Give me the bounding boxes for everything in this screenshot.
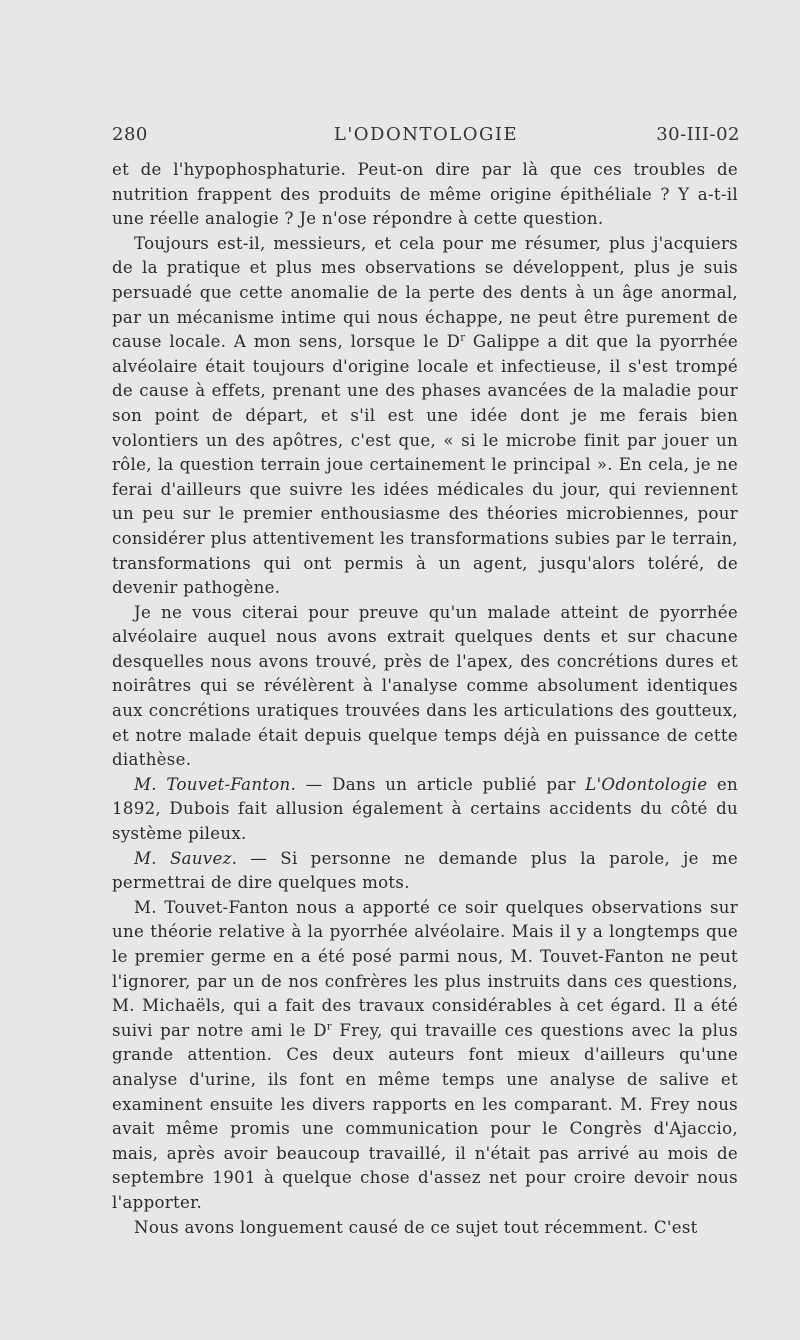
paragraph-4 bbox=[112, 773, 738, 847]
paragraph-7 bbox=[112, 1216, 738, 1241]
paragraph-text: et de l'hypophosphaturie. Peut-on dire par là que ces troubles de nutrition frappent des produits de même origine épithéliale ? Y a-t-il une réelle analogie ? Je n'ose répondre à cette question. bbox=[112, 160, 738, 229]
article-body bbox=[112, 158, 738, 1240]
page-number: 280 bbox=[112, 124, 148, 145]
paragraph-1 bbox=[112, 158, 738, 232]
paragraph-5 bbox=[112, 847, 738, 896]
paragraph-3 bbox=[112, 601, 738, 773]
paragraph-text: Nous avons longuement causé de ce sujet tout récemment. C'est bbox=[134, 1217, 698, 1237]
paragraph-text-part-b: Frey, qui travaille ces questions avec la plus grande attention. Ces deux auteurs font mieux d'ailleurs qu'une analyse d'urine, ils font en même temps une analyse de salive et examinent ensuite les divers rapports en les comparant. M. Frey nous avait même promis une communication pour le Congrès d'Ajaccio, mais, après avoir beaucoup travaillé, il n'était pas arrivé au mois de septembre 1901 à quelque chose d'assez net pour croire devoir nous l'apporter. bbox=[112, 1020, 738, 1212]
paragraph-text-part-a: M. Touvet-Fanton nous a apporté ce soir quelques observations sur une théorie relative à la pyorrhée alvéolaire. Mais il y a longtemps que le premier germe en a été posé parmi nous, M. Touvet-Fanton ne peut l'ignorer, par un de nos confrères les plus instruits dans ces questions, M. Michaëls, qui a fait des travaux considérables à cet égard. Il a été suivi par notre ami le D bbox=[112, 897, 738, 1040]
doctor-superscript: r bbox=[326, 1021, 332, 1033]
paragraph-text-part-b: Galippe a dit que la pyorrhée alvéolaire était toujours d'origine locale et infectieuse, il s'est trompé de cause à effets, prenant une des phases avancées de la maladie pour son point de départ, et s'il est une idée dont je me ferais bien volontiers un des apôtres, c'est que, « si le microbe finit par jouer un rôle, la question terrain joue certainement le principal ». En cela, je ne ferai d'ailleurs que suivre les idées médicales du jour, qui reviennent un peu sur le premier enthousiasme des théories microbiennes, pour considérer plus attentivement les transformations subies par le terrain, transformations qui ont permis à un agent, jusqu'alors toléré, de devenir pathogène. bbox=[112, 332, 738, 598]
issue-date: 30-III-02 bbox=[656, 124, 740, 145]
paragraph-6 bbox=[112, 896, 738, 1216]
paragraph-text: Je ne vous citerai pour preuve qu'un malade atteint de pyorrhée alvéolaire auquel nous avons extrait quelques dents et sur chacune desquelles nous avons trouvé, près de l'apex, des concrétions dures et noirâtres qui se révélèrent à l'analyse comme absolument identiques aux concrétions uratiques trouvées dans les articulations des goutteux, et notre malade était depuis quelque temps déjà en puissance de cette diathèse. bbox=[112, 602, 738, 770]
running-header bbox=[112, 122, 740, 148]
paragraph-2 bbox=[112, 232, 738, 601]
journal-reference: L'Odontologie bbox=[585, 774, 708, 794]
speaker-name: M. Touvet-Fanton. bbox=[134, 774, 297, 794]
paragraph-text: — Si personne ne demande plus la parole, je me permettrai de dire quelques mots. bbox=[112, 848, 738, 893]
paragraph-text-part-b: en 1892, Dubois fait allusion également à certains accidents du côté du système pileux. bbox=[112, 774, 738, 844]
paragraph-text-part-a: Toujours est-il, messieurs, et cela pour me résumer, plus j'acquiers de la pratique et plus mes observations se développent, plus je suis persuadé que cette anomalie de la perte des dents à un âge anormal, par un mécanisme intime qui nous échappe, ne peut être purement de cause locale. A mon sens, lorsque le D bbox=[112, 233, 738, 352]
speaker-name: M. Sauvez. bbox=[134, 848, 238, 868]
doctor-superscript: r bbox=[460, 332, 466, 344]
paragraph-text-part-a: — Dans un article publié par bbox=[296, 774, 586, 794]
journal-title: L'ODONTOLOGIE bbox=[333, 124, 519, 145]
